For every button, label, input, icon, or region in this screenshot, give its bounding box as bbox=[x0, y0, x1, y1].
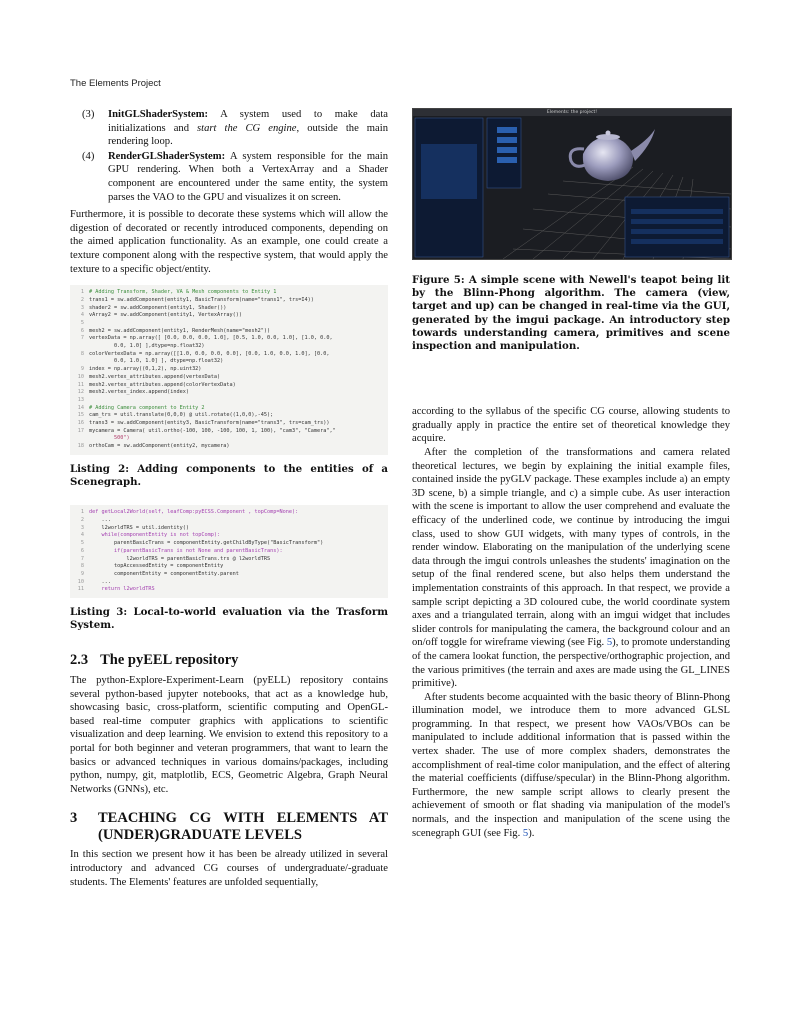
section-heading-3 bbox=[70, 810, 388, 844]
teapot bbox=[570, 129, 655, 181]
code-line bbox=[72, 397, 384, 405]
line-number: 16 bbox=[77, 420, 84, 427]
code-line bbox=[72, 343, 384, 351]
line-number: 4 bbox=[80, 312, 84, 319]
paragraph bbox=[412, 446, 730, 691]
line-number: 7 bbox=[80, 555, 84, 562]
line-number: 3 bbox=[80, 304, 84, 311]
code-line bbox=[72, 382, 384, 390]
code-text: ... bbox=[89, 578, 111, 585]
code-text: mesh2.vertex_index.append(index) bbox=[89, 389, 189, 396]
code-listing-2 bbox=[70, 285, 388, 455]
code-text: vArray2 = sw.addComponent(entity1, VertexArray()) bbox=[89, 312, 243, 319]
code-line bbox=[72, 532, 384, 540]
paragraph-text: After students become acquainted with the basic theory of Blinn-Phong illumination model, we introduce them to more advanced GLSL programming. In that respect, we present how VAOs/VBOs can be manipulated to include additional information that is passed within the vertex shader. The use of more complex shaders, demonstrates the accomplishment of real-time color manipulation, and the effect of altering the material coefficients (diffuse/specular) in the Blinn-Phong algorithm. Furthermore, the new sample script allows to clearly present the achievement of smooth or flat shading via manipulation of the model's normals, and the inspection and manipulation of the scene using the scenegraph GUI (see Fig. bbox=[412, 691, 730, 839]
code-line bbox=[72, 509, 384, 517]
line-number: 11 bbox=[77, 381, 84, 388]
paragraph-text: ). bbox=[528, 827, 535, 839]
list-text-emph: start the CG engine bbox=[197, 122, 297, 134]
code-text: cam_trs = util.translate(0,0,0) @ util.rotate((1,0,0),-45); bbox=[89, 412, 274, 419]
line-number: 11 bbox=[77, 586, 84, 593]
code-line bbox=[72, 351, 384, 359]
line-number: 6 bbox=[80, 547, 84, 554]
figure-5-caption: Figure 5: A simple scene with Newell's teapot being lit by the Blinn-Phong algorithm. The camera (view, target and up) can be changed in real-time via the GUI, generated by the imgui package. An introductory step towards understanding camera, primitives and scene inspection and manipulation. bbox=[412, 274, 730, 353]
line-number: 10 bbox=[77, 373, 84, 380]
code-text: parentBasicTrans = componentEntity.getChildByType("BasicTransform") bbox=[89, 540, 324, 547]
term-name: RenderGLShaderSystem: bbox=[108, 150, 226, 162]
running-header: The Elements Project bbox=[70, 78, 161, 89]
slider bbox=[631, 239, 723, 244]
code-line bbox=[72, 435, 384, 443]
figure-reference-link[interactable]: 5 bbox=[522, 827, 529, 839]
code-line bbox=[72, 366, 384, 374]
section-number: 2.3 bbox=[70, 652, 89, 669]
code-line bbox=[72, 405, 384, 413]
paragraph bbox=[412, 691, 730, 841]
right-column bbox=[412, 108, 730, 840]
line-number: 8 bbox=[80, 563, 84, 570]
line-number: 12 bbox=[77, 389, 84, 396]
line-number: 3 bbox=[80, 524, 84, 531]
code-text: index = np.array((0,1,2), np.uint32) bbox=[89, 366, 202, 373]
window-title: Elements: the project! bbox=[546, 110, 598, 115]
material-panel bbox=[625, 197, 729, 257]
code-text: # Adding Transform, Shader, VA & Mesh components to Entity 1 bbox=[89, 289, 277, 296]
paragraph: according to the syllabus of the specific CG course, allowing students to gradually apply in practice the entire set of theoretical knowledge they acquire. bbox=[412, 406, 730, 445]
line-number: 8 bbox=[80, 350, 84, 357]
inspector-button bbox=[497, 147, 517, 153]
scenegraph-table bbox=[421, 144, 477, 199]
code-text: shader2 = sw.addComponent(entity1, Shader()) bbox=[89, 304, 227, 311]
inspector-button bbox=[497, 137, 517, 143]
code-line bbox=[72, 335, 384, 343]
code-text: l2worldTRS = util.identity() bbox=[89, 524, 189, 531]
code-line bbox=[72, 289, 384, 297]
line-number: 2 bbox=[80, 296, 84, 303]
line-number: 18 bbox=[77, 443, 84, 450]
code-line bbox=[72, 374, 384, 382]
code-text: mesh2.vertex_attributes.append(colorVertexData) bbox=[89, 381, 236, 388]
section-heading-2-3 bbox=[70, 654, 388, 668]
list-number: (4) bbox=[82, 150, 95, 162]
line-number: 4 bbox=[80, 532, 84, 539]
list-item-init-system bbox=[82, 108, 388, 149]
code-text: componentEntity = componentEntity.parent bbox=[89, 570, 239, 577]
line-number: 15 bbox=[77, 412, 84, 419]
code-text: ... bbox=[89, 517, 111, 523]
paragraph: The python-Explore-Experiment-Learn (pyELL) repository contains several python-based jupyter notebooks, that act as a knowledge hub, showcasing basic, cross-platform, scientific computing and OpenGL-based real-time computer graphics with applications to scientific visualization and deep learning. We envision to extend this repository to a portal for both beginner and veteran programmers, that want to learn the basics or advanced techniques in various domains/packages, including python, numpy, git, matplotlib, ECS, Geometric Algebra, Graph Neural Networks (GNNs), etc. bbox=[70, 675, 388, 795]
code-line bbox=[72, 428, 384, 436]
section-title: TEACHING CG WITH ELEMENTS AT (UNDER)GRADUATE LEVELS bbox=[98, 810, 388, 844]
line-number: 5 bbox=[80, 540, 84, 547]
slider bbox=[631, 229, 723, 234]
line-number: 9 bbox=[80, 366, 84, 373]
code-text: l2worldTRS = parentBasicTrans.trs @ l2worldTRS bbox=[89, 555, 271, 562]
code-text: return l2worldTRS bbox=[89, 586, 155, 593]
list-text bbox=[108, 108, 388, 149]
code-text: 0.0, 1.0, 1.0] ], dtype=np.float32) bbox=[89, 358, 224, 365]
code-line bbox=[72, 548, 384, 556]
paragraph: In this section we present how it has been be already utilized in several introductory and advanced CG courses of undergraduate/-graduate students. The Elements' features are unfolded sequentially, bbox=[70, 849, 388, 888]
code-line bbox=[72, 305, 384, 313]
figure-reference-link[interactable]: 5 bbox=[606, 637, 613, 649]
line-number: 2 bbox=[80, 517, 84, 523]
term-name: InitGLShaderSystem: bbox=[108, 109, 209, 120]
listing-2-caption: Listing 2: Adding components to the entities of a Scenegraph. bbox=[70, 462, 388, 489]
code-text: mesh2 = sw.addComponent(entity1, RenderMesh(name="mesh2")) bbox=[89, 327, 271, 334]
inspector-button bbox=[497, 157, 517, 163]
paragraph-text: After the completion of the transformations and camera related theoretical lectures, we begin by explaining the initial example files, contained inside the pyGLV package. These examples include a) an empty 3D scene, b) a simple triangle, and c) a simple cube. As user interaction with the scene is important to allow the user comprehend and evaluate the efficacy of the underlined code, we continue by introducing the imgui class, used to show GUI widgets, with many types of controls, in the render window. Elaborating on the manipulation of the underlying scene data through the imgui controls unleashes the students' imagination on the setup of the final rendered scene, but also helps them understand the implementation constraints of this approach. In that respect, we provide a sample script depicting a 3D coloured cube, the world coordinate system axes and a triangulated terrain, along with an imgui widget that includes slider controls for manipulating the camera, the background colour and an on/off toggle for wireframe viewing (see Fig. bbox=[412, 447, 730, 649]
list-text bbox=[108, 150, 388, 204]
figure-screenshot bbox=[412, 108, 732, 260]
inspector-button bbox=[497, 127, 517, 133]
code-text: trans1 = sw.addComponent(entity1, BasicTransform(name="trans1", trs=I4)) bbox=[89, 296, 314, 303]
code-text: topAccessedEntity = componentEntity bbox=[89, 563, 224, 570]
slider bbox=[631, 209, 723, 214]
code-line bbox=[72, 358, 384, 366]
list-text-post: , outside the main rendering loop. bbox=[108, 122, 388, 148]
paragraph: Furthermore, it is possible to decorate these systems which will allow the digestion of decorated or recently introduced components, depending on the aimed application functionality. As an example, one could create a texture component along with the respective system, that would apply the texture to a specific object/entity. bbox=[70, 209, 388, 275]
code-line bbox=[72, 540, 384, 548]
line-number: 17 bbox=[77, 427, 84, 434]
code-text: orthoCam = sw.addComponent(entity2, mycamera) bbox=[89, 443, 230, 450]
code-line bbox=[72, 443, 384, 451]
list-item-render-system bbox=[82, 150, 388, 204]
code-text: 500") bbox=[89, 435, 130, 442]
render-scene bbox=[413, 109, 731, 259]
code-text: if(parentBasicTrans is not None and parentBasicTrans): bbox=[89, 547, 283, 554]
code-text: vertexData = np.array([ [0.0, 0.0, 0.0, 1.0], [0.5, 1.0, 0.0, 1.0], [1.0, 0.0, bbox=[89, 335, 333, 342]
code-line bbox=[72, 579, 384, 587]
line-number: 13 bbox=[77, 396, 84, 403]
code-line bbox=[72, 312, 384, 320]
line-number: 6 bbox=[80, 327, 84, 334]
code-text: mesh2.vertex_attributes.append(vertexData) bbox=[89, 373, 221, 380]
left-column bbox=[70, 108, 388, 889]
code-line bbox=[72, 412, 384, 420]
listing-3-caption: Listing 3: Local-to-world evaluation via the Trasform System. bbox=[70, 606, 388, 632]
code-line bbox=[72, 586, 384, 594]
code-line bbox=[72, 389, 384, 397]
code-text: while(componentEntity is not topComp): bbox=[89, 532, 221, 539]
code-line bbox=[72, 525, 384, 533]
line-number: 1 bbox=[80, 509, 84, 516]
section-title: The pyEEL repository bbox=[100, 652, 239, 669]
code-text: # Adding Camera component to Entity 2 bbox=[89, 404, 205, 411]
line-number: 5 bbox=[80, 319, 84, 326]
code-line bbox=[72, 420, 384, 428]
code-line bbox=[72, 571, 384, 579]
list-number: (3) bbox=[82, 109, 95, 120]
section-number: 3 bbox=[70, 810, 78, 827]
line-number: 14 bbox=[77, 404, 84, 411]
code-line bbox=[72, 563, 384, 571]
line-number: 1 bbox=[80, 289, 84, 296]
code-listing-3 bbox=[70, 505, 388, 598]
code-line bbox=[72, 517, 384, 525]
line-number: 10 bbox=[77, 578, 84, 585]
code-line bbox=[72, 320, 384, 328]
code-text: def getLocal2World(self, leafComp:pyECSS.Component , topComp=None): bbox=[89, 509, 299, 516]
code-line bbox=[72, 328, 384, 336]
list-text-pre: A system used to make data initializations and bbox=[108, 109, 388, 134]
code-line bbox=[72, 556, 384, 564]
code-text: colorVertexData = np.array([[1.0, 0.0, 0.0, 0.0], [0.0, 1.0, 0.0, 1.0], [0.0, bbox=[89, 350, 330, 357]
paragraph-text: ), to promote understanding of the camera lookat function, the perspective/orthographic projection, and the various primitives (the terrain and axes are made using the GL_LINES primitive). bbox=[412, 637, 730, 690]
code-text: mycamera = Camera( util.ortho(-100, 100, -100, 100, 1, 100), "cam3", "Camera"," bbox=[89, 427, 336, 434]
code-text: trans3 = sw.addComponent(entity3, BasicTransform(name="trans3", trs=cam_trs)) bbox=[89, 420, 330, 427]
line-number: 7 bbox=[80, 335, 84, 342]
list-text-body: A system responsible for the main GPU rendering. When both a VertexArray and a Shader component are encountered under the same entity, the system parses the VAO to the GPU and visualizes it on screen. bbox=[108, 150, 388, 203]
slider bbox=[631, 219, 723, 224]
line-number: 9 bbox=[80, 570, 84, 577]
code-line bbox=[72, 297, 384, 305]
code-text: 0.0, 1.0] ],dtype=np.float32) bbox=[89, 343, 205, 350]
